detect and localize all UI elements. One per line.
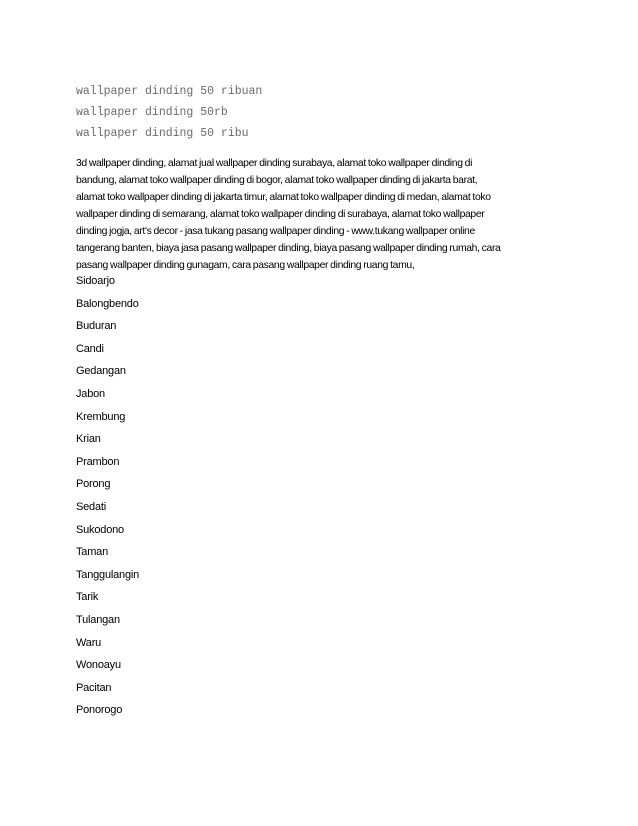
location-item: Jabon (76, 387, 105, 400)
location-item: Candi (76, 342, 104, 355)
paragraph-line: tangerang banten, biaya jasa pasang wallpaper dinding, biaya pasang wallpaper dinding rumah, cara (76, 243, 501, 254)
paragraph-line: pasang wallpaper dinding gunagam, cara pasang wallpaper dinding ruang tamu, (76, 260, 415, 271)
paragraph-line: wallpaper dinding di semarang, alamat toko wallpaper dinding di surabaya, alamat toko wallpaper (76, 209, 485, 220)
location-item: Krian (76, 433, 101, 446)
description-paragraph (76, 155, 560, 274)
keyword-lines (76, 81, 556, 144)
location-item: Ponorogo (76, 704, 123, 717)
keyword-line: wallpaper dinding 50 ribu (76, 127, 249, 140)
location-item: Krembung (76, 410, 126, 423)
location-item: Tulangan (76, 613, 120, 626)
keyword-line: wallpaper dinding 50 ribuan (76, 85, 263, 98)
location-item: Sukodono (76, 523, 124, 536)
location-item: Sidoarjo (76, 275, 115, 287)
location-item: Balongbendo (76, 297, 139, 310)
location-item: Waru (76, 636, 102, 649)
location-item: Porong (76, 478, 111, 491)
location-list (76, 272, 376, 724)
paragraph-line: bandung, alamat toko wallpaper dinding di bogor, alamat toko wallpaper dinding di jakarta barat, (76, 175, 478, 186)
location-item: Sedati (76, 500, 106, 513)
paragraph-line: alamat toko wallpaper dinding di jakarta timur, alamat toko wallpaper dinding di medan, alamat toko (76, 192, 491, 203)
location-item: Tarik (76, 591, 99, 604)
location-item: Pacitan (76, 681, 112, 694)
location-item: Tanggulangin (76, 568, 140, 581)
location-item: Buduran (76, 320, 117, 333)
location-item: Taman (76, 546, 109, 559)
keyword-line: wallpaper dinding 50rb (76, 106, 228, 119)
location-item: Wonoayu (76, 659, 121, 672)
paragraph-line: 3d wallpaper dinding, alamat jual wallpaper dinding surabaya, alamat toko wallpaper dinding di (76, 158, 473, 169)
paragraph-line: dinding jogja, art's decor - jasa tukang pasang wallpaper dinding - www.tukang wallpaper online (76, 226, 475, 237)
location-item: Prambon (76, 455, 120, 468)
location-item: Gedangan (76, 365, 126, 378)
